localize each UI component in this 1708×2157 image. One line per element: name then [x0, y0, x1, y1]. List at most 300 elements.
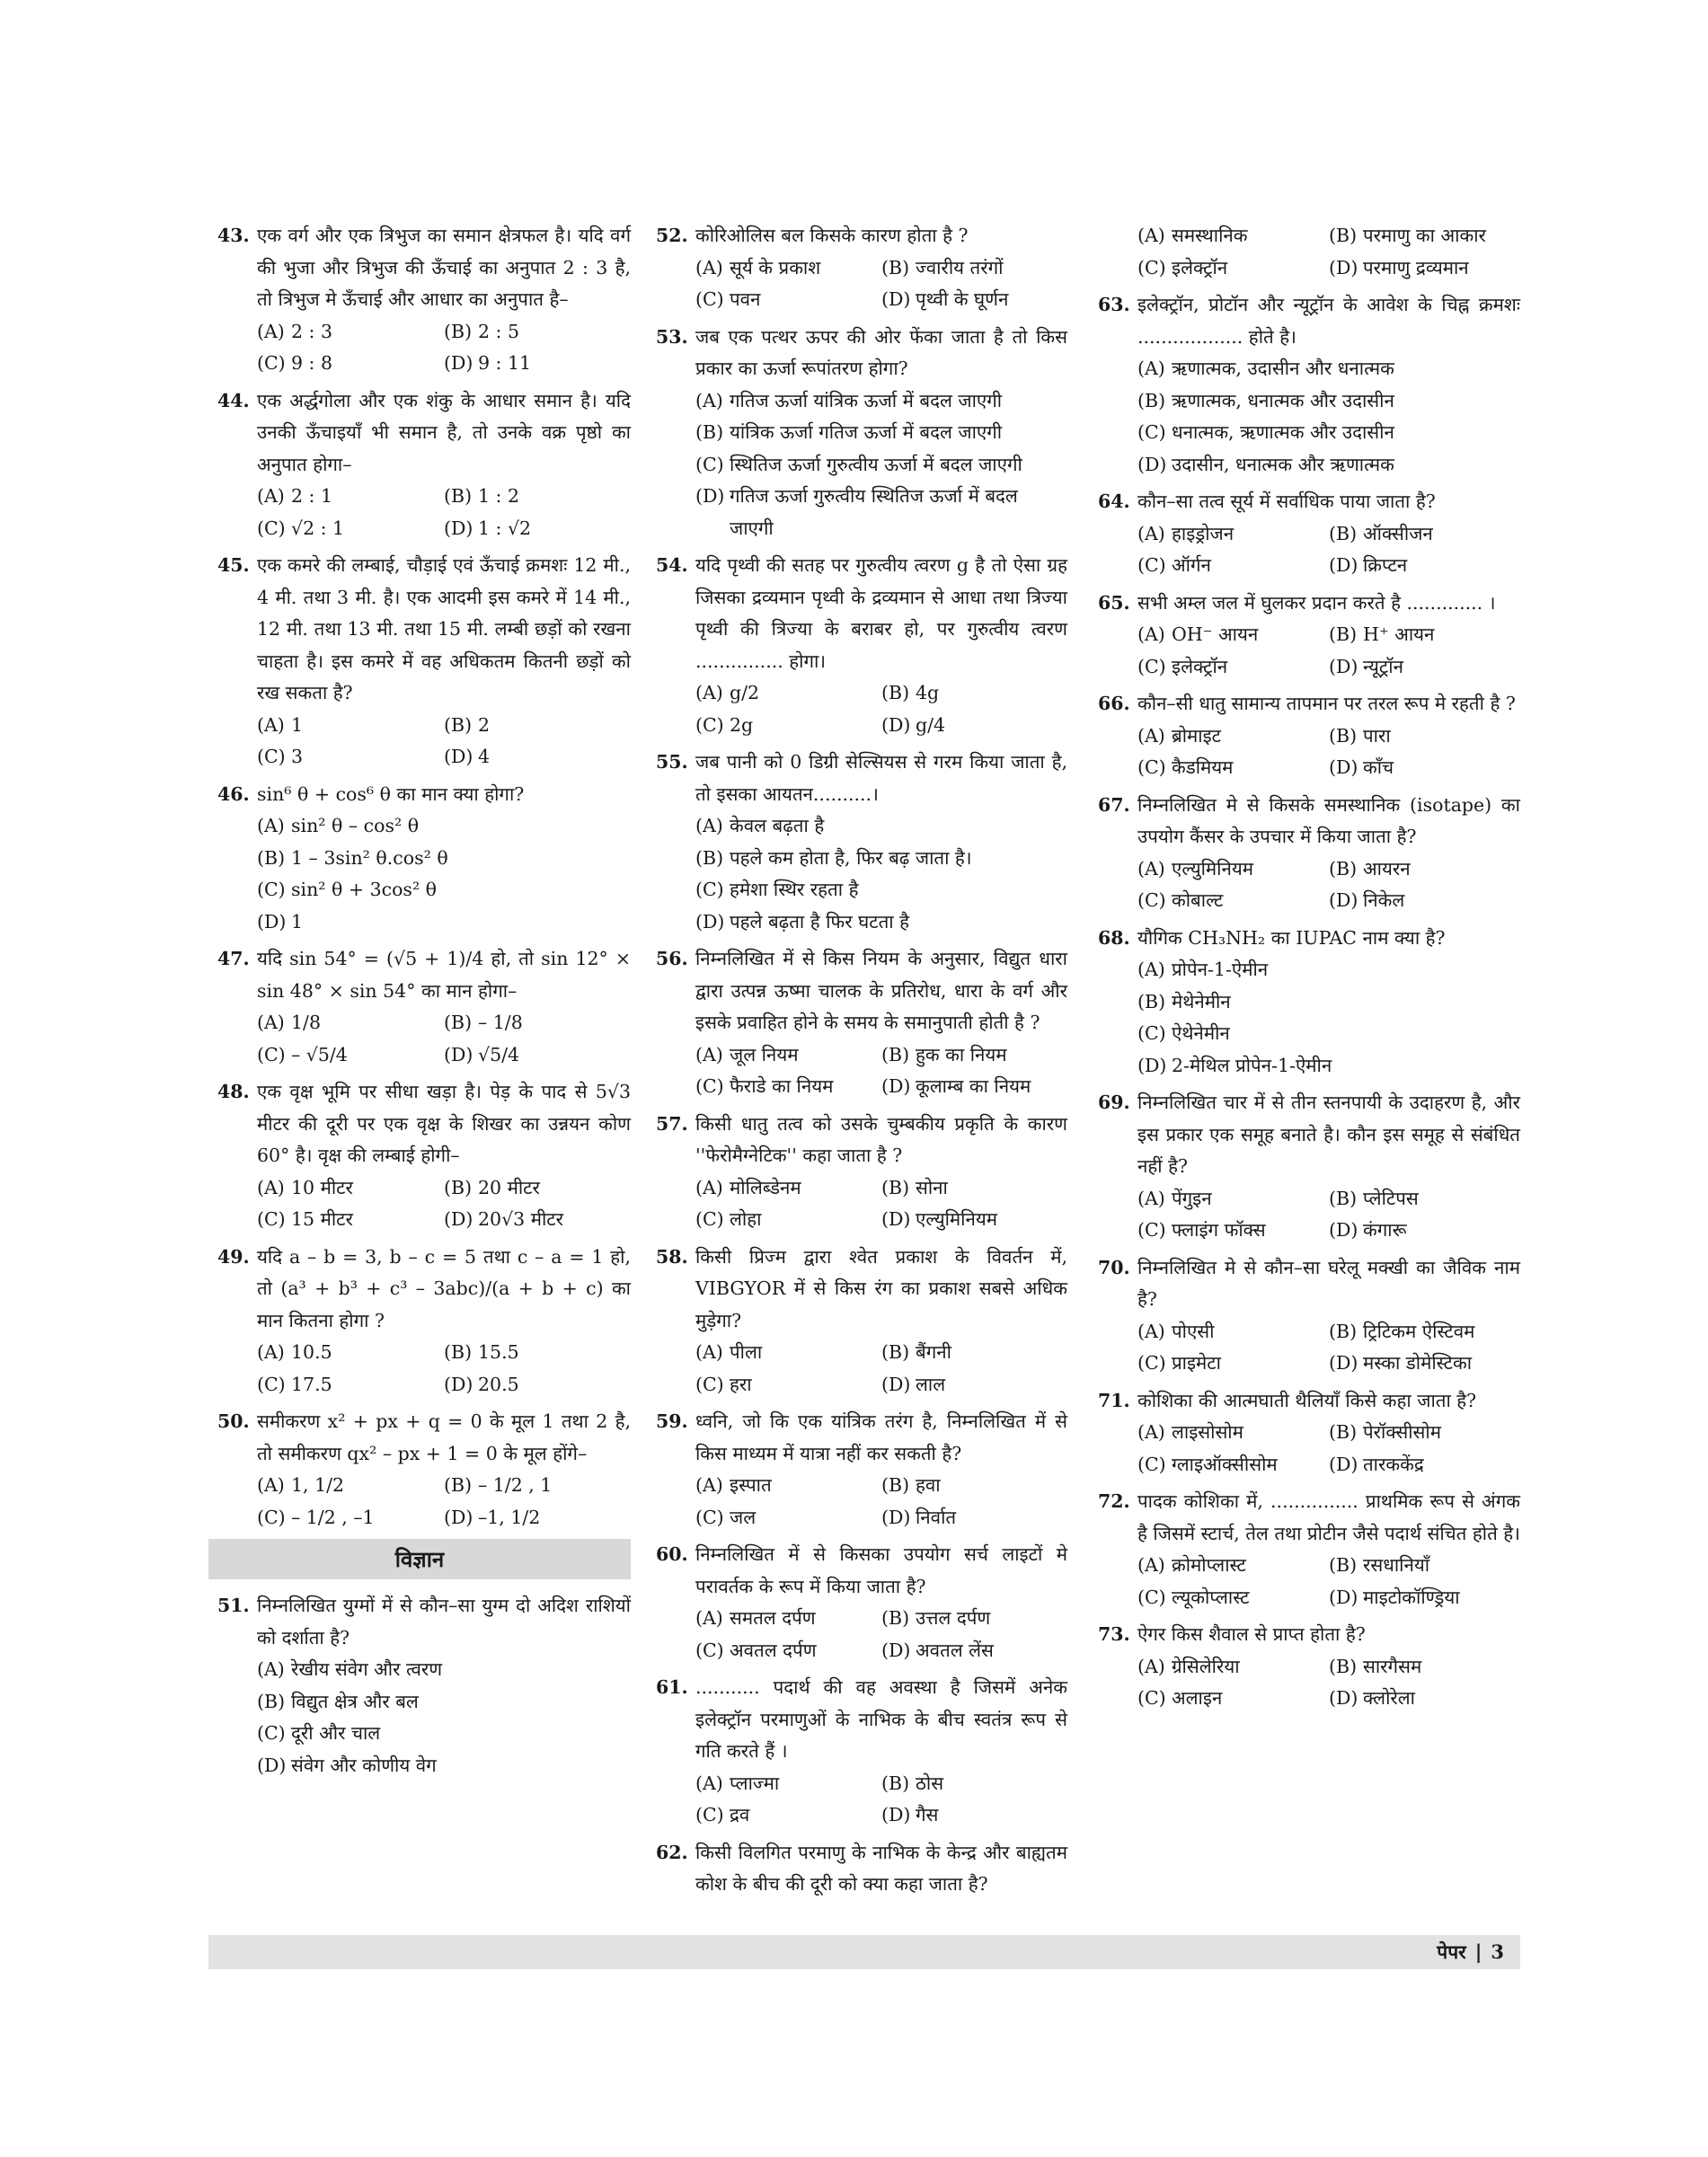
question-number: 65.	[1098, 591, 1130, 614]
option-text: 2 : 3	[291, 320, 333, 342]
question-number: 70.	[1098, 1256, 1130, 1278]
question-number: 69.	[1098, 1092, 1130, 1113]
option-text: g/2	[730, 682, 760, 703]
option-text: हुक का नियम	[916, 1043, 1007, 1065]
option	[1329, 651, 1520, 684]
option-text: लोहा	[730, 1208, 762, 1230]
question-stem	[217, 1076, 631, 1172]
option	[695, 1172, 881, 1205]
options	[656, 1768, 1067, 1832]
option	[695, 843, 1067, 875]
question	[656, 1406, 1067, 1534]
option-text: पवन	[730, 288, 761, 310]
options	[1098, 1550, 1520, 1613]
option-letter: (B)	[1329, 857, 1358, 880]
option-letter: (B)	[257, 846, 286, 869]
option-letter: (A)	[695, 256, 723, 278]
option-text: मस्का डोमेस्टिका	[1363, 1352, 1473, 1374]
option	[695, 1470, 881, 1502]
option-letter: (C)	[1137, 554, 1166, 576]
option-text: काँच	[1363, 756, 1394, 778]
option	[695, 1603, 881, 1635]
option-text: फ्लाइंग फॉक्स	[1172, 1219, 1266, 1241]
option-letter: (D)	[881, 1639, 911, 1661]
option-text: गतिज ऊर्जा गुरुत्वीय स्थितिज ऊर्जा में बदल जाएगी	[730, 485, 1018, 539]
question	[1098, 289, 1520, 481]
option	[695, 284, 881, 316]
option	[881, 1204, 1067, 1236]
option-text: निकेल	[1363, 889, 1405, 911]
question	[656, 1539, 1067, 1666]
question-text: ध्वनि, जो कि एक यांत्रिक तरंग है, निम्नलिखित में से किस माध्यम में यात्रा नहीं कर सकती है?	[695, 1410, 1067, 1464]
option-text: – √5/4	[291, 1043, 348, 1065]
option-letter: (B)	[881, 256, 910, 278]
option	[1329, 1316, 1520, 1348]
option	[1329, 220, 1520, 252]
option-letter: (B)	[1329, 225, 1358, 246]
option-text: 1 : √2	[478, 517, 532, 539]
option	[1137, 885, 1329, 917]
option-letter: (D)	[444, 517, 473, 539]
option-letter: (D)	[1329, 889, 1358, 911]
option-text: संवेग और कोणीय वेग	[291, 1754, 437, 1776]
option-text: यांत्रिक ऊर्जा गतिज ऊर्जा में बदल जाएगी	[730, 421, 1003, 443]
option	[1137, 353, 1520, 385]
question-text: एक कमरे की लम्बाई, चौड़ाई एवं ऊँचाई क्रमशः 12 मी., 4 मी. तथा 3 मी. है। एक आदमी इस कमरे में 14 मी., 12 मी. तथा 13 मी. तथा 15 मी. लम्बी छड़ों को रखना चाहता है। इस कमरे में वह अधिकतम कितनी छड़ों को रख सकता है?	[257, 554, 631, 703]
question	[656, 550, 1067, 741]
question-number: 51.	[217, 1595, 250, 1616]
option-text: प्रोपेन-1-ऐमीन	[1172, 959, 1269, 980]
option-text: समतल दर्पण	[730, 1607, 816, 1629]
question-text: निम्नलिखित युग्मों में से कौन–सा युग्म दो अदिश राशियों को दर्शाता है?	[257, 1595, 631, 1649]
option-letter: (D)	[444, 352, 473, 374]
option-letter: (D)	[1329, 256, 1358, 278]
option-text: 3	[291, 746, 304, 767]
option-text: कंगारू	[1363, 1219, 1407, 1241]
option	[695, 417, 1067, 449]
option	[444, 1369, 631, 1401]
question	[1098, 1486, 1520, 1613]
option	[695, 1337, 881, 1369]
option-text: इलेक्ट्रॉन	[1172, 655, 1228, 677]
option	[695, 1039, 881, 1072]
option	[1329, 518, 1520, 551]
option	[1329, 1348, 1520, 1380]
option	[1329, 1550, 1520, 1582]
question-text: इलेक्ट्रॉन, प्रोटॉन और न्यूट्रॉन के आवेश के चिह्न क्रमशः .................. होते है।	[1137, 294, 1520, 348]
option-text: 2g	[730, 713, 754, 736]
option-letter: (D)	[881, 713, 911, 736]
question	[656, 1837, 1067, 1901]
option	[881, 1470, 1067, 1502]
option-letter: (D)	[881, 1804, 911, 1825]
option-letter: (C)	[257, 879, 286, 900]
option-letter: (D)	[881, 1373, 911, 1395]
options	[1098, 220, 1520, 284]
footer-text	[1437, 1935, 1504, 1969]
question-number: 52.	[656, 225, 688, 246]
option-text: फैराडे का नियम	[730, 1075, 834, 1097]
option-letter: (B)	[881, 1607, 910, 1629]
option-letter: (A)	[257, 1012, 285, 1033]
question-text: यदि पृथ्वी की सतह पर गुरुत्वीय त्वरण g है तो ऐसा ग्रह जिसका द्रव्यमान पृथ्वी के द्रव्यमान से आधा तथा त्रिज्या पृथ्वी की त्रिज्या के बराबर हो, पर गुरुत्वीय त्वरण ............... होगा।	[695, 554, 1067, 672]
question-text: यदि sin 54° = (√5 + 1)/4 हो, तो sin 12° × sin 48° × sin 54° का मान होगा–	[257, 948, 631, 1002]
option	[1137, 1183, 1329, 1216]
question-text: यौगिक CH₃NH₂ का IUPAC नाम क्या है?	[1137, 926, 1446, 949]
option	[257, 316, 444, 349]
option	[257, 1369, 444, 1401]
question	[217, 943, 631, 1071]
option-letter: (A)	[695, 815, 723, 836]
option-text: पीला	[730, 1341, 763, 1363]
question-text: निम्नलिखित मे से कौन–सा घरेलू मक्खी का जैविक नाम है?	[1137, 1256, 1520, 1310]
question-text: यदि a – b = 3, b – c = 5 तथा c – a = 1 हो, तो (a³ + b³ + c³ – 3abc)/(a + b + c) का मान कितना होगा ?	[257, 1245, 631, 1331]
option-letter: (A)	[695, 682, 723, 703]
option	[1329, 1417, 1520, 1449]
column-1	[217, 220, 631, 1787]
option-letter: (C)	[1137, 256, 1166, 278]
question-stem	[1098, 289, 1520, 353]
option-letter: (D)	[1329, 554, 1358, 576]
option-text: 9 : 8	[291, 352, 333, 374]
option	[257, 1470, 444, 1502]
option-text: 1 – 3sin² θ.cos² θ	[291, 846, 448, 869]
question-number: 46.	[217, 782, 250, 805]
option-text: ऐथेनेमीन	[1172, 1022, 1230, 1044]
option	[444, 710, 631, 742]
question-number: 48.	[217, 1081, 250, 1102]
option	[257, 843, 631, 875]
option-text: ऑर्गन	[1172, 554, 1211, 576]
option-text: इस्पात	[730, 1474, 772, 1496]
question-stem	[217, 1590, 631, 1654]
option-letter: (A)	[1137, 1187, 1165, 1209]
option-letter: (D)	[257, 910, 287, 933]
option-letter: (A)	[695, 1043, 723, 1065]
options	[656, 1603, 1067, 1666]
option-text: 1	[291, 910, 304, 933]
option-text: हरा	[730, 1373, 752, 1395]
question-number: 55.	[656, 751, 688, 773]
question-text: सभी अम्ल जल में घुलकर प्रदान करते है ............. ।	[1137, 591, 1496, 614]
question-stem	[217, 1406, 631, 1470]
option-text: 9 : 11	[478, 352, 532, 374]
option	[881, 1039, 1067, 1072]
option-letter: (C)	[1137, 756, 1166, 778]
option-text: गतिज ऊर्जा यांत्रिक ऊर्जा में बदल जाएगी	[730, 389, 1003, 411]
option-text: ऋणात्मक, धनात्मक और उदासीन	[1172, 389, 1394, 411]
question-text: कौन–सा तत्व सूर्य में सर्वाधिक पाया जाता है?	[1137, 491, 1436, 512]
option	[1137, 220, 1329, 252]
option-text: निर्वात	[916, 1506, 957, 1528]
question-stem	[217, 1242, 631, 1338]
option	[1137, 1348, 1329, 1380]
question	[217, 385, 631, 545]
question-text: ........... पदार्थ की वह अवस्था है जिसमें अनेक इलेक्ट्रॉन परमाणुओं के नाभिक के बीच स्वतंत्र रूप से गति करते हैं ।	[695, 1676, 1067, 1762]
question-number: 60.	[656, 1543, 688, 1565]
option	[881, 1603, 1067, 1635]
option-text: मोलिब्डेनम	[730, 1176, 801, 1198]
option-letter: (B)	[1329, 1554, 1358, 1576]
option	[1329, 619, 1520, 651]
option	[695, 252, 881, 285]
option-letter: (C)	[257, 1722, 286, 1744]
option	[444, 481, 631, 513]
question-stem	[656, 1109, 1067, 1172]
option	[1137, 1050, 1520, 1083]
question-text: किसी धातु तत्व को उसके चुम्बकीय प्रकृति के कारण ''फेरोमैग्नेटिक'' कहा जाता है ?	[695, 1112, 1067, 1166]
option-letter: (B)	[1329, 1421, 1358, 1443]
option-letter: (B)	[444, 1176, 473, 1198]
option-letter: (B)	[444, 1474, 473, 1496]
question-number: 66.	[1098, 693, 1130, 714]
question-number: 45.	[217, 554, 250, 576]
question	[1098, 1619, 1520, 1715]
question-number: 50.	[217, 1410, 250, 1432]
question	[217, 1406, 631, 1534]
section-heading: विज्ञान	[208, 1539, 631, 1579]
option-letter: (C)	[695, 1639, 724, 1661]
option	[257, 481, 444, 513]
question-text: जब पानी को 0 डिग्री सेल्सियस से गरम किया जाता है, तो इसका आयतन..........।	[695, 751, 1067, 805]
option-letter: (C)	[695, 1075, 724, 1097]
question	[656, 747, 1067, 938]
question-number: 63.	[1098, 294, 1130, 315]
option-letter: (A)	[257, 1176, 285, 1198]
option-letter: (D)	[1329, 1687, 1358, 1709]
option-text: OH⁻ आयन	[1172, 623, 1259, 645]
option-letter: (B)	[695, 421, 724, 443]
option-text: गैस	[916, 1804, 939, 1825]
option-text: 1 : 2	[478, 485, 520, 507]
option-letter: (C)	[1137, 655, 1166, 677]
option-text: 1/8	[291, 1012, 321, 1033]
option-text: क्रोमोप्लास्ट	[1172, 1554, 1246, 1576]
option-letter: (D)	[444, 746, 473, 767]
option-letter: (B)	[881, 1176, 910, 1198]
page-footer	[208, 1935, 1520, 1969]
question-text: निम्नलिखित मे से किसके समस्थानिक (isotape) का उपयोग कैंसर के उपचार में किया जाता है?	[1137, 793, 1520, 847]
option	[257, 1718, 631, 1750]
option-letter: (D)	[1329, 655, 1358, 677]
question-number: 73.	[1098, 1623, 1130, 1645]
option-letter: (D)	[1137, 1054, 1167, 1076]
option-text: 1	[291, 713, 304, 736]
option-letter: (C)	[695, 1804, 724, 1825]
option-text: ब्रोमाइट	[1172, 724, 1221, 747]
option	[1137, 720, 1329, 753]
option	[1137, 986, 1520, 1019]
option-text: ल्यूकोप्लास्ट	[1172, 1586, 1250, 1608]
option-text: सोना	[916, 1176, 948, 1198]
option	[1137, 752, 1329, 784]
option-text: बैंगनी	[916, 1341, 951, 1363]
option	[257, 513, 444, 545]
option-letter: (B)	[257, 1690, 286, 1712]
option-text: स्थितिज ऊर्जा गुरुत्वीय ऊर्जा में बदल जाएगी	[730, 453, 1022, 475]
option-letter: (A)	[1137, 225, 1165, 246]
option-letter: (A)	[1137, 1554, 1165, 1576]
option	[1137, 1215, 1329, 1247]
question-stem	[656, 747, 1067, 810]
option-letter: (C)	[257, 1373, 286, 1395]
option	[257, 710, 444, 742]
option-text: माइटोकॉण्ड्रिया	[1363, 1586, 1460, 1608]
option	[1137, 1417, 1329, 1449]
option	[1329, 1215, 1520, 1247]
option-text: तारककेंद्र	[1363, 1453, 1424, 1475]
option	[1329, 550, 1520, 582]
question	[1098, 486, 1520, 582]
question-number: 56.	[656, 948, 688, 969]
option	[1137, 1316, 1329, 1348]
option-letter: (D)	[444, 1506, 473, 1528]
question-stem	[656, 322, 1067, 385]
question-number: 68.	[1098, 926, 1130, 949]
option-letter: (B)	[444, 320, 473, 342]
option-text: 20√3 मीटर	[478, 1208, 563, 1230]
options	[1098, 954, 1520, 1082]
option-letter: (C)	[257, 1208, 286, 1230]
option-letter: (D)	[257, 1754, 287, 1776]
question	[217, 220, 631, 380]
option	[695, 449, 1067, 482]
option	[1137, 550, 1329, 582]
option	[257, 1172, 444, 1205]
option-text: ऋणात्मक, उदासीन और धनात्मक	[1172, 358, 1394, 379]
option-letter: (C)	[257, 1506, 286, 1528]
option	[695, 1502, 881, 1534]
question-stem	[656, 1837, 1067, 1901]
question-stem	[1098, 486, 1520, 518]
option-text: g/4	[916, 713, 946, 736]
question	[1098, 923, 1520, 1083]
option	[1137, 1018, 1520, 1050]
question	[217, 779, 631, 939]
option-text: ठोस	[916, 1772, 944, 1794]
option-text: H⁺ आयन	[1363, 623, 1435, 645]
options	[1098, 1651, 1520, 1715]
option-text: – 1/8	[478, 1012, 523, 1033]
option-letter: (A)	[1137, 959, 1165, 980]
option	[695, 1204, 881, 1236]
option	[257, 1502, 444, 1534]
option-text: ग्रेसिलेरिया	[1172, 1655, 1240, 1677]
option-text: न्यूट्रॉन	[1363, 655, 1403, 677]
question-number: 53.	[656, 325, 688, 348]
option-letter: (B)	[444, 485, 473, 507]
option-letter: (C)	[695, 453, 724, 475]
question-stem	[656, 550, 1067, 677]
option-text: लाल	[916, 1373, 946, 1395]
option-text: रसधानियाँ	[1363, 1554, 1430, 1576]
option-letter: (B)	[881, 1474, 910, 1496]
option-text: द्रव	[730, 1804, 750, 1825]
option-text: प्राइमेटा	[1172, 1352, 1221, 1374]
option	[695, 874, 1067, 906]
option-letter: (B)	[1329, 522, 1358, 544]
option-text: –1, 1/2	[478, 1506, 541, 1528]
option	[444, 1007, 631, 1039]
options	[656, 810, 1067, 938]
option	[257, 348, 444, 380]
option-letter: (A)	[1137, 623, 1165, 645]
option	[1329, 752, 1520, 784]
option-text: – 1/2 , 1	[478, 1474, 553, 1496]
option-letter: (B)	[1329, 1320, 1358, 1342]
option-text: 20 मीटर	[478, 1176, 540, 1198]
option-text: हमेशा स्थिर रहता है	[730, 879, 859, 900]
option-text: ज्वारीय तरंगों	[916, 256, 1004, 278]
option-letter: (D)	[695, 485, 725, 507]
option	[257, 1007, 444, 1039]
question	[656, 1242, 1067, 1401]
question-text: किसी विलगित परमाणु के नाभिक के केन्द्र और बाह्यतम कोश के बीच की दूरी को क्या कहा जाता है?	[695, 1841, 1067, 1895]
option	[444, 316, 631, 349]
options	[217, 481, 631, 544]
option	[1137, 1582, 1329, 1614]
question-text: ऐगर किस शैवाल से प्राप्त होता है?	[1137, 1623, 1366, 1645]
option	[695, 906, 1067, 939]
option-text: पृथ्वी के घूर्णन	[916, 288, 1009, 310]
option	[1137, 417, 1520, 449]
option	[695, 385, 1067, 418]
question-stem	[217, 779, 631, 811]
option	[1137, 954, 1520, 986]
question-stem	[1098, 790, 1520, 853]
question	[656, 1109, 1067, 1236]
option-text: रेखीय संवेग और त्वरण	[291, 1658, 443, 1680]
page-number: 3	[1491, 1940, 1504, 1963]
option	[257, 741, 444, 774]
question-number: 71.	[1098, 1389, 1130, 1411]
option-letter: (D)	[444, 1208, 473, 1230]
option	[444, 1039, 631, 1072]
option-letter: (B)	[881, 1043, 910, 1065]
option-letter: (A)	[257, 1658, 285, 1680]
option-letter: (D)	[1329, 1453, 1358, 1475]
option	[444, 1502, 631, 1534]
option	[257, 906, 631, 939]
question-stem	[217, 550, 631, 710]
question	[1098, 1385, 1520, 1481]
option-text: अवतल लेंस	[916, 1639, 994, 1661]
option	[1329, 853, 1520, 886]
question-number: 67.	[1098, 793, 1130, 816]
question-stem	[656, 1539, 1067, 1603]
option-text: पेरॉक्सीसोम	[1363, 1421, 1441, 1443]
option-letter: (A)	[1137, 1655, 1165, 1677]
option-letter: (A)	[257, 1474, 285, 1496]
option-letter: (A)	[1137, 522, 1165, 544]
option	[1137, 1449, 1329, 1481]
option-text: दूरी और चाल	[291, 1722, 381, 1744]
option	[1137, 385, 1520, 418]
option	[257, 1750, 631, 1782]
question-number: 61.	[656, 1676, 688, 1698]
option-letter: (D)	[444, 1043, 473, 1065]
option-letter: (D)	[881, 288, 911, 310]
option	[1137, 853, 1329, 886]
option-text: sin² θ + 3cos² θ	[291, 879, 438, 900]
option-letter: (B)	[881, 1772, 910, 1794]
option-letter: (A)	[1137, 857, 1165, 880]
option-letter: (B)	[1329, 724, 1358, 747]
question-text: एक वृक्ष भूमि पर सीधा खड़ा है। पेड़ के पाद से 5√3 मीटर की दूरी पर एक वृक्ष के शिखर का उन्नयन कोण 60° है। वृक्ष की लम्बाई होगी–	[257, 1081, 631, 1166]
question-stem	[217, 385, 631, 482]
options	[1098, 353, 1520, 481]
options	[217, 1337, 631, 1401]
